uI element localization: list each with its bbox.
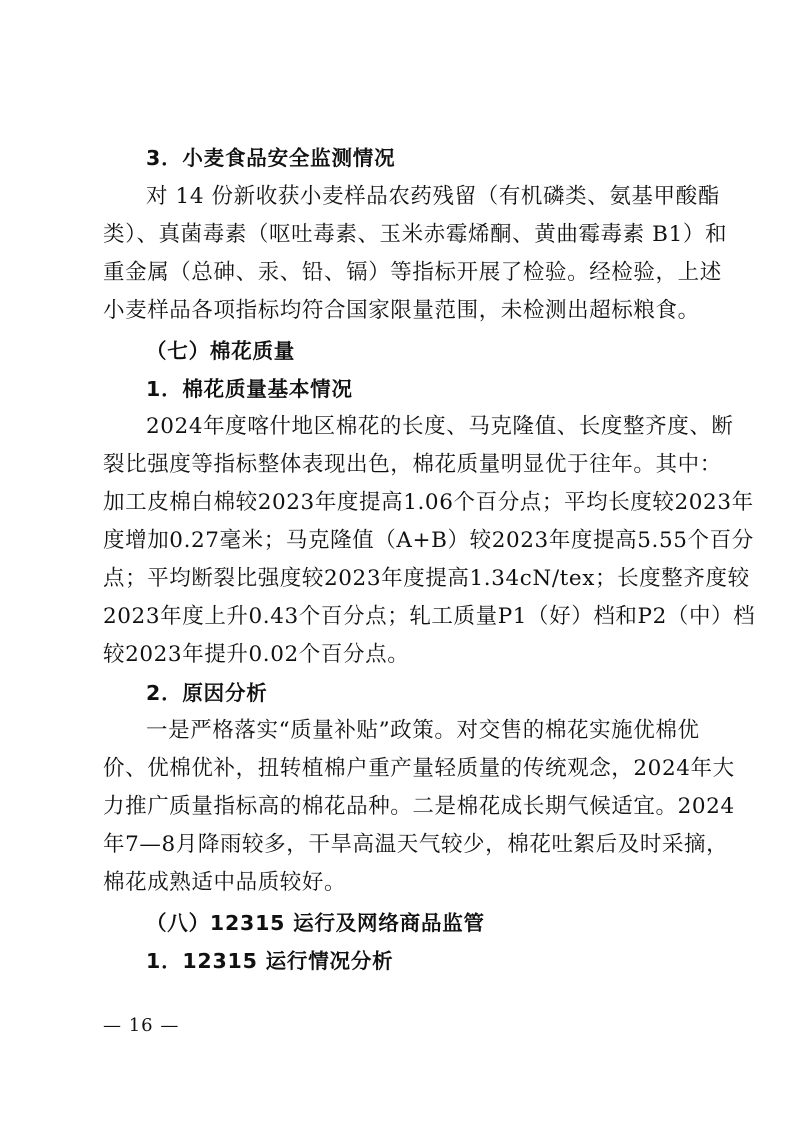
paragraph-line: 裂比强度等指标整体表现出色，棉花质量明显优于往年。其中： — [103, 452, 722, 477]
paragraph-line: 类）、真菌毒素（呕吐毒素、玉米赤霉烯酮、黄曲霉毒素 B1）和 — [103, 222, 728, 247]
paragraph-line: 2024年度喀什地区棉花的长度、马克隆值、长度整齐度、断 — [146, 414, 734, 439]
paragraph-line: 对 14 份新收获小麦样品农药残留（有机磷类、氨基甲酸酯 — [146, 184, 720, 209]
part-heading-cotton-quality: （七）棉花质量 — [146, 339, 296, 363]
subsection-heading-cause-analysis: 2．原因分析 — [146, 681, 268, 705]
page-number: — 16 — — [103, 1015, 180, 1036]
paragraph-line: 年7—8月降雨较多，干旱高温天气较少，棉花吐絮后及时采摘， — [103, 832, 729, 857]
paragraph-line: 一是严格落实“质量补贴”政策。对交售的棉花实施优棉优 — [146, 718, 700, 743]
paragraph-line: 棉花成熟适中品质较好。 — [103, 870, 347, 895]
section-heading-wheat-safety: 3．小麦食品安全监测情况 — [146, 146, 396, 170]
part-heading-12315-supervision: （八）12315 运行及网络商品监管 — [146, 911, 485, 935]
paragraph-line: 度增加0.27毫米；马克隆值（A+B）较2023年度提高5.55个百分 — [103, 528, 754, 553]
paragraph-line: 点；平均断裂比强度较2023年度提高1.34cN/tex；长度整齐度较 — [103, 566, 750, 591]
paragraph-line: 2023年度上升0.43个百分点；轧工质量P1（好）档和P2（中）档 — [103, 604, 756, 629]
paragraph-line: 力推广质量指标高的棉花品种。二是棉花成长期气候适宜。2024 — [103, 794, 735, 819]
paragraph-line: 较2023年提升0.02个百分点。 — [103, 642, 410, 667]
paragraph-line: 重金属（总砷、汞、铅、镉）等指标开展了检验。经检验，上述 — [103, 260, 722, 285]
subsection-heading-cotton-basics: 1．棉花质量基本情况 — [146, 377, 353, 401]
subsection-heading-12315-analysis: 1．12315 运行情况分析 — [146, 949, 394, 973]
paragraph-line: 加工皮棉白棉较2023年度提高1.06个百分点；平均长度较2023年 — [103, 490, 754, 515]
paragraph-line: 小麦样品各项指标均符合国家限量范围，未检测出超标粮食。 — [103, 298, 700, 323]
paragraph-line: 价、优棉优补，扭转植棉户重产量轻质量的传统观念，2024年大 — [103, 756, 735, 781]
